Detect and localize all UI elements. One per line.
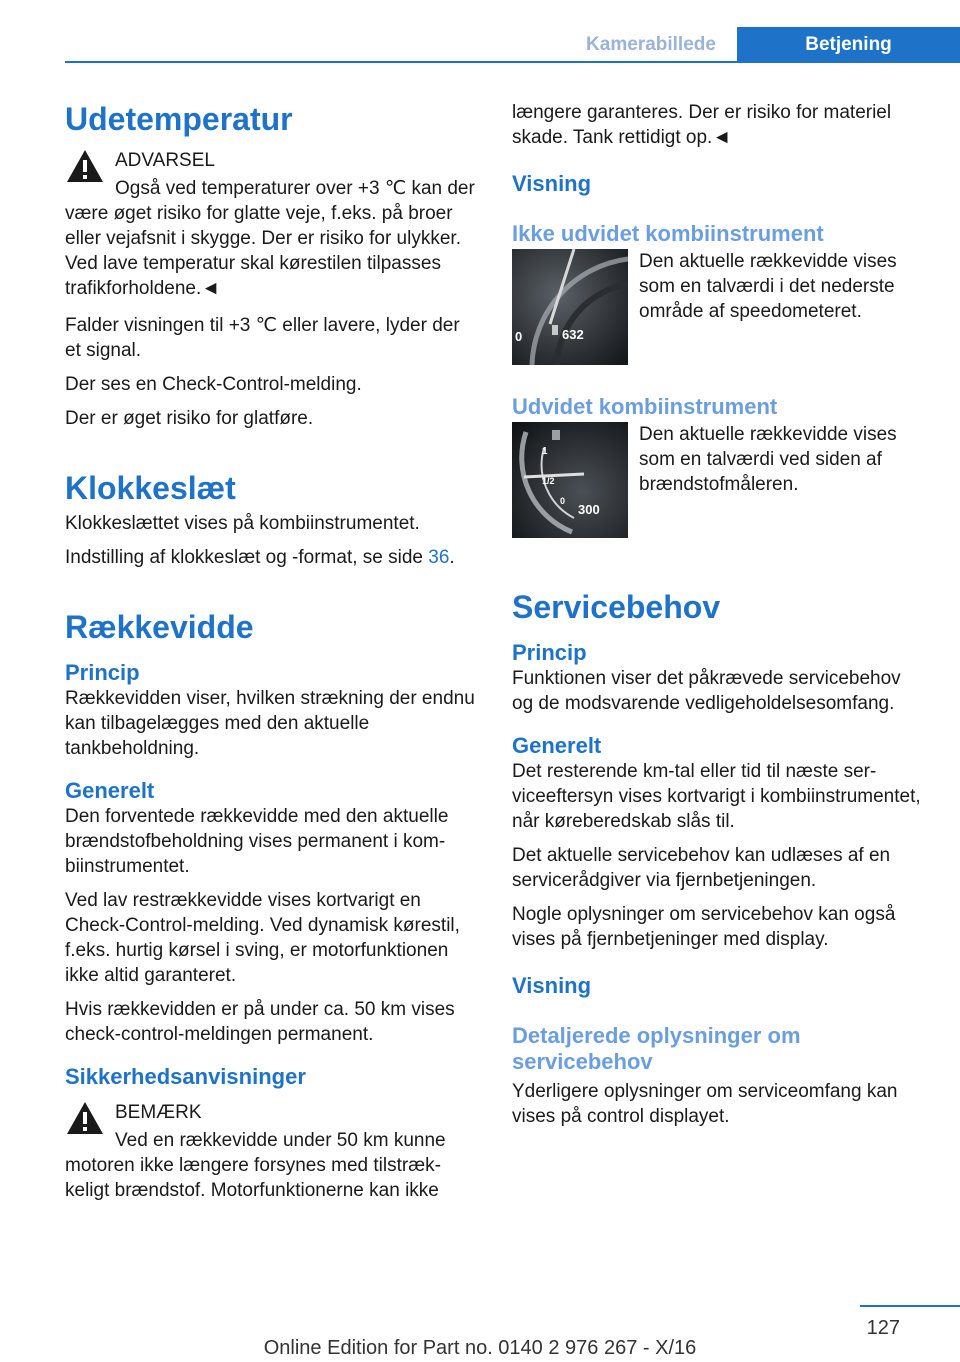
paragraph: Der er øget risiko for glatføre.	[65, 408, 314, 429]
edition-text: Online Edition for Part no. 0140 2 976 267 - X/16	[263, 1337, 697, 1359]
warning-text: Også ved temperaturer over +3 ℃ kan der være øget risiko for glatte veje, f.eks. på broer eller vejafsnit i skygge. Der er risiko for ulykker. Ved lave temperatur skal kørestilen tilpasses trafikforholdene.◄	[65, 178, 475, 299]
subsection-title-detaljer: Detaljerede oplysninger om servicebehov	[512, 1023, 801, 1074]
warning-label: ADVARSEL	[115, 150, 215, 171]
paragraph: Nogle oplysninger om servicebehov kan også vises på fjernbetjeninger med display.	[512, 904, 896, 950]
page-link[interactable]: 36	[428, 547, 450, 568]
range-readout: 300	[578, 502, 600, 517]
right-column	[512, 100, 926, 1129]
gauge-empty-mark: 0	[560, 496, 566, 506]
subsection-title-princip: Princip	[65, 660, 140, 685]
subsection-title-visning: Visning	[512, 973, 592, 998]
text: Indstilling af klokkeslæt og -format, se side	[65, 547, 429, 568]
fuel-gauge-range-image	[512, 422, 628, 538]
paragraph: Det aktuelle servicebehov kan udlæses af en servicerådgiver via fjernbetjeningen.	[512, 845, 891, 891]
note-label: BEMÆRK	[115, 1102, 202, 1123]
paragraph: Der ses en Check-Control-melding.	[65, 374, 362, 395]
section-title-raekkevidde: Rækkevidde	[65, 609, 254, 645]
paragraph: Hvis rækkevidden er på under ca. 50 km vises check-control-meldingen permanent.	[65, 999, 455, 1045]
section-title-servicebehov: Servicebehov	[512, 589, 721, 625]
section-title-klokkeslaet: Klokkeslæt	[65, 470, 236, 506]
gauge-zero-label: 0	[515, 329, 523, 344]
subsection-title-udvidet: Udvidet kombiinstrument	[512, 394, 778, 419]
figure-block	[512, 249, 926, 365]
note-text: Ved en rækkevidde under 50 km kunne motoren ikke længere forsynes med tilstrækkeligt brændstof. Motorfunktionerne kan ikke	[65, 1130, 446, 1201]
warning-triangle-icon	[65, 148, 105, 184]
figure-block	[512, 422, 926, 538]
section-title-udetemperatur: Udetemperatur	[65, 101, 293, 137]
paragraph: Funktionen viser det påkrævede servicebehov og de modsvarende vedligeholdelsesomfang.	[512, 668, 901, 714]
subsection-title-sikkerhed: Sikkerhedsanvisninger	[65, 1064, 306, 1089]
subsection-title-princip: Princip	[512, 640, 587, 665]
paragraph: Klokkeslættet vises på kombiinstrumentet.	[65, 513, 420, 534]
gauge-half-mark: 1/2	[542, 476, 555, 486]
footer-edition	[0, 1336, 960, 1361]
tab-betjening[interactable]: Betjening	[737, 27, 960, 61]
warning-triangle-icon	[65, 1100, 105, 1136]
footer-rule	[860, 1305, 960, 1307]
paragraph: længere garanteres. Der er risiko for materiel skade. Tank rettidigt op.◄	[512, 102, 892, 148]
warning-box	[65, 148, 477, 301]
text: .	[449, 547, 455, 568]
subsection-title-visning: Visning	[512, 171, 592, 196]
subsection-title-generelt: Generelt	[65, 778, 155, 803]
paragraph: Den aktuelle rækkevidde vises som en talværdi ved siden af brændstofmåleren.	[639, 424, 897, 495]
speedometer-range-image	[512, 249, 628, 365]
paragraph	[65, 545, 477, 570]
header-rule	[65, 61, 960, 63]
range-readout: 632	[562, 327, 584, 342]
subsection-title-ikke-udvidet: Ikke udvidet kombiinstrument	[512, 221, 824, 246]
paragraph: Den forventede rækkevidde med den aktuelle brændstofbeholdning vises permanent i kombiinstrumentet.	[65, 806, 449, 877]
subsection-title-generelt: Generelt	[512, 733, 602, 758]
gauge-full-mark: 1	[542, 446, 548, 457]
paragraph: Falder visningen til +3 ℃ eller lavere, lyder der et signal.	[65, 315, 460, 361]
paragraph: Rækkevidden viser, hvilken strækning der endnu kan tilbagelægges med den aktuelle tankbeholdning.	[65, 688, 475, 759]
paragraph: Ved lav restrækkevidde vises kortvarigt en Check-Control-melding. Ved dynamisk kørestil, f.eks. hurtig kørsel i sving, er motorfunktionen ikke altid garanteret.	[65, 890, 460, 986]
left-column	[65, 100, 477, 1203]
page-number: 127	[866, 1317, 900, 1339]
paragraph: Yderligere oplysninger om serviceomfang kan vises på control displayet.	[512, 1081, 898, 1127]
paragraph: Den aktuelle rækkevidde vises som en talværdi i det nederste område af speedometeret.	[639, 251, 897, 322]
tab-kamerabillede[interactable]: Kamerabillede	[565, 27, 737, 61]
paragraph: Det resterende km-tal eller tid til næste serviceeftersyn vises kortvarigt i kombiinstrumentet, når køreberedskab slås til.	[512, 761, 921, 832]
note-box	[65, 1100, 477, 1203]
